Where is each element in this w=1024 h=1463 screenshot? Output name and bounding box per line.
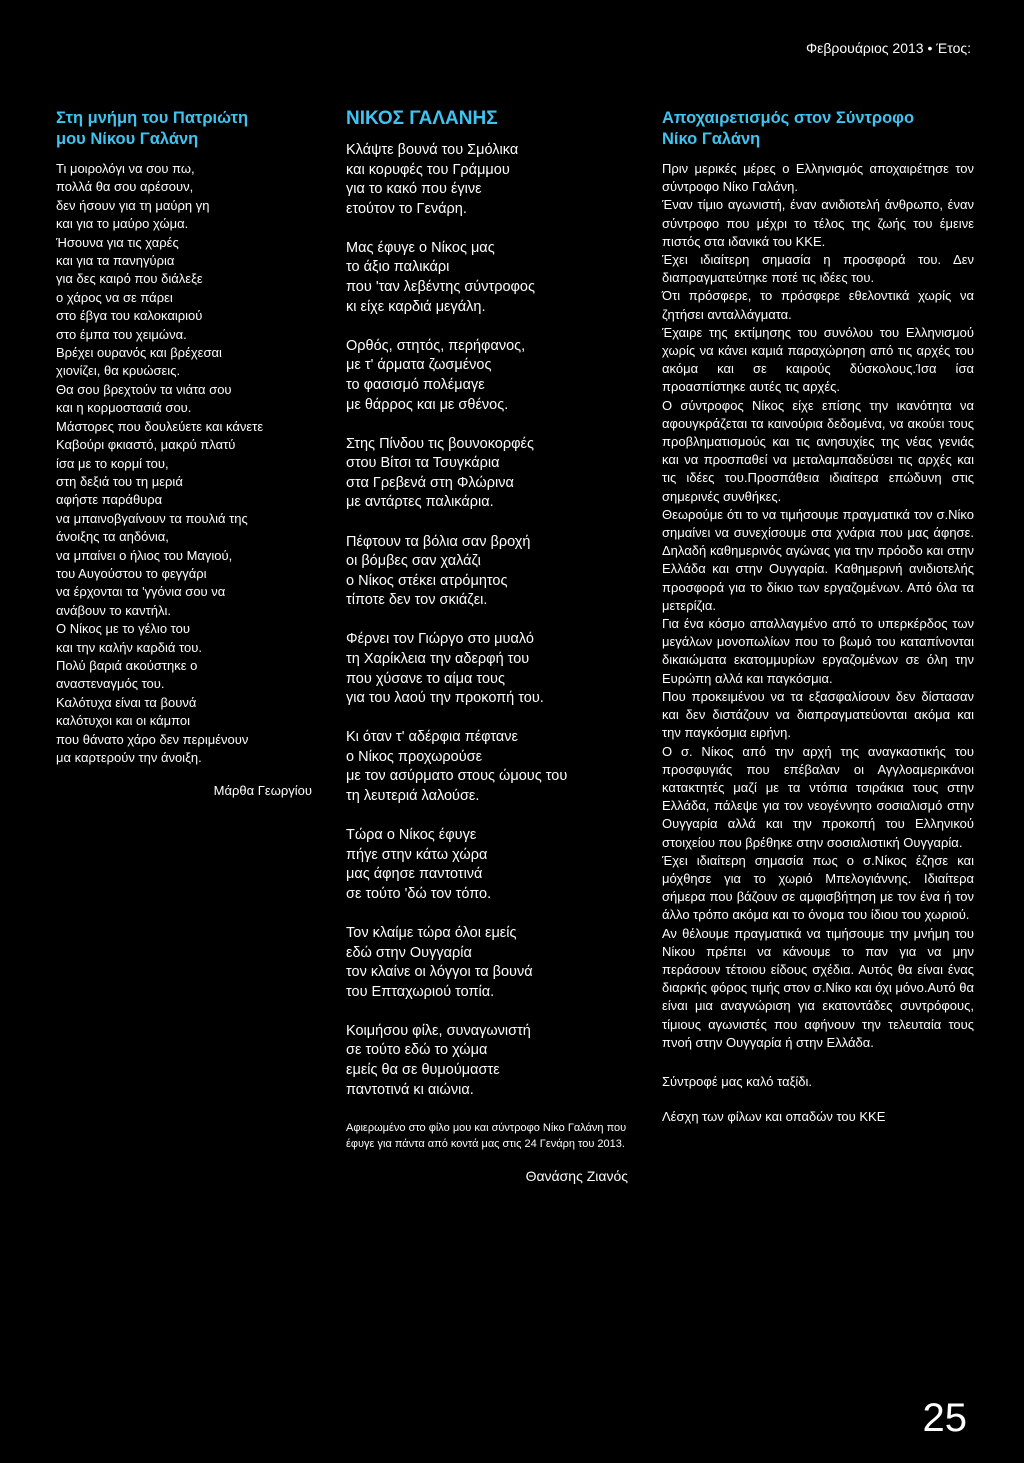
poem-line: Φέρνει τον Γιώργο στο μυαλό [346,631,534,648]
poem-line: μας άφησε παντοτινά [346,866,483,883]
poem-line: Κοιμήσου φίλε, συναγωνιστή [346,1022,531,1039]
farewell-article-column [662,108,974,1124]
poem-line: για δες καιρό που διάλεξε [56,271,203,287]
poem-line: Ο Νίκος με το γέλιο του [56,621,190,637]
dedication-note: Αφιερωμένο στο φίλο μου και σύντροφο Νίκο Γαλάνη που έφυγε για πάντα από κοντά μας στις 24 Γενάρη του 2013. [346,1121,627,1150]
poem-line: ο Νίκος στέκει ατρόμητος [346,572,508,589]
poem-line: πήγε στην κάτω χώρα [346,846,488,863]
article-paragraph: Θεωρούμε ότι το να τιμήσουμε πραγματικά τον σ.Νίκο σημαίνει να συνεχίσουμε στα χνάρια που μας άφησε. Δηλαδή καθημερινός αγώνας για την πρόοδο και στην Ελλάδα και στην Ουγγαρία. Καθημερινή ανιδιοτελής προσφορά για το δίκιο των εργαζομένων. Από όλα τα μετερίζια. [662,506,974,613]
memorial-poem-column [56,108,312,798]
poem-line: μα καρτερούν την άνοιξη. [56,750,202,765]
poem-stanza [346,924,628,1002]
poem-line: χιονίζει, θα κρυώσεις. [56,363,181,379]
page-number: 25 [922,1396,967,1440]
poem-line: τίποτε δεν τον σκιάζει. [346,592,488,609]
poem-line: παντοτινά κι αιώνια. [346,1081,474,1098]
poem-line: με τον ασύρματο στους ώμους του [346,768,568,785]
page-header: Φεβρουάριος 2013 • Έτος: [805,40,971,56]
poem-line: Ορθός, στητός, περήφανος, [346,337,526,354]
poem-line: καλότυχοι και οι κάμποι [56,713,190,729]
title-line: Νίκο Γαλάνη [662,130,761,148]
poem-stanza [346,337,628,415]
poem-line: Στης Πίνδου τις βουνοκορφές [346,435,534,452]
article-paragraph: Ότι πρόσφερε, το πρόσφερε εθελοντικά χωρίς να ζητήσει ανταλλάγματα. [662,288,974,322]
poem-line: και κορυφές του Γράμμου [346,161,510,178]
poem-line: και για το μαύρο χώμα. [56,216,189,232]
poem-line: Μας έφυγε ο Νίκος μας [346,239,495,256]
poem-line: στα Γρεβενά στη Φλώρινα [346,474,514,491]
poem-line: Τον κλαίμε τώρα όλοι εμείς [346,925,517,941]
poem-line: αναστεναγμός του. [56,676,165,692]
poem-line: Ήσουνα για τις χαρές [56,234,179,250]
poem-line: άνοιξης τα αηδόνια, [56,529,169,545]
poem-line: σε τούτο εδώ το χώμα [346,1042,488,1059]
article-paragraph: Έχαιρε της εκτίμησης του συνόλου του Ελληνισμού χωρίς να κάνει καμιά παραχώρηση από τις αρχές του ακόμα και σε καιρούς δύσκολους.Ίσα ίσα προασπίστηκε αυτές τις αρχές. [662,324,974,395]
galanis-poem-body [346,141,628,1100]
memorial-poem-title [56,108,312,150]
poem-author: Μάρθα Γεωργίου [213,783,312,799]
article-paragraph: Ο σ. Νίκος από την αρχή της αναγκαστικής του προσφυγιάς που επέβαλαν οι Αγγλοαμερικάνοι κατακτητές μαζί με τα ντόπια τσιράκια τους στην Ελλάδα, πάλεψε για τον νεογέννητο σοσιαλισμό στην Ουγγαρία αλλά και την προκοπή του Ελληνικού στοιχείου που βρέθηκε στην σοσιαλιστική Ουγγαρία. [662,743,974,850]
poem-stanza [346,1022,628,1100]
poem-stanza [346,239,628,317]
galanis-poem-column [346,108,628,1184]
poem-line: να μπαινοβγαίνουν τα πουλιά της [56,510,248,526]
poem-line: Τώρα ο Νίκος έφυγε [346,827,477,844]
article-paragraph: Έναν τίμιο αγωνιστή, έναν ανιδιοτελή άνθρωπο, έναν σύντροφο που μέχρι το τέλος της ζωής του έμεινε πιστός στα ιδανικά του ΚΚΕ. [662,197,974,249]
poem-line: οι βόμβες σαν χαλάζι [346,553,481,570]
poem-line: να έρχονται τα 'γγόνια σου να [56,584,226,600]
poem-line: Πέφτουν τα βόλια σαν βροχή [346,533,531,550]
poem-line: εδώ στην Ουγγαρία [346,944,472,961]
poem-line: ετούτον το Γενάρη. [346,200,467,217]
poem-line: του Επταχωριού τοπία. [346,983,495,1000]
title-line: Αποχαιρετισμός στον Σύντροφο [662,109,915,127]
poem-line: εμείς θα σε θυμούμαστε [346,1062,500,1079]
poem-line: το άξιο παλικάρι [346,259,450,276]
poem-line: Κι όταν τ' αδέρφια πέφτανε [346,729,518,746]
poem-line: που χύσανε το αίμα τους [346,670,505,687]
poem-line: αφήστε παράθυρα [56,492,163,508]
poem-line: του Αυγούστου το φεγγάρι [56,565,207,581]
poem-line: και την καλήν καρδιά του. [56,639,202,655]
poem-line: Μάστορες που δουλεύετε και κάνετε [56,418,264,434]
poem-stanza [346,435,628,513]
farewell-article-body [662,160,974,1052]
poem-line: κι είχε καρδιά μεγάλη. [346,298,486,315]
poem-line: ο Νίκος προχωρούσε [346,748,483,765]
poem-stanza [346,630,628,708]
poem-line: ίσα με το κορμί του, [56,455,169,471]
poem-line: στο έμπα του χειμώνα. [56,326,187,342]
article-paragraph: Πριν μερικές μέρες ο Ελληνισμός αποχαιρέτησε τον σύντροφο Νίκο Γαλάνη. [662,161,974,195]
closing-line: Σύντροφέ μας καλό ταξίδι. [662,1073,813,1089]
poem-line: Καβούρι φκιαστό, μακρύ πλατύ [56,437,236,453]
poem-line: Κλάψτε βουνά του Σμόλικα [346,142,519,158]
farewell-article-title [662,108,974,150]
poem-line: τον κλαίνε οι λόγγοι τα βουνά [346,964,533,981]
article-paragraph: Αν θέλουμε πραγματικά να τιμήσουμε την μνήμη του Νίκου πρέπει να κάνουμε το παν για να μην περάσουν τέτοιου είδους σχέδια. Αυτός θα είναι ένας διαρκής φόρος τιμής στον σ.Νίκο και όχι μόνο.Αυτό θα είναι μια αναγνώριση για εκατοντάδες συντρόφους, τίμιους αγωνιστές που αφήνουν την τελευταία τους πνοή στην Ουγγαρία ή στην Ελλάδα. [662,925,974,1050]
poem-line: τη Χαρίκλεια την αδερφή του [346,650,530,667]
poem-line: ανάβουν το καντήλι. [56,602,171,618]
poem-stanza [346,141,628,219]
galanis-poem-title: ΝΙΚΟΣ ΓΑΛΑΝΗΣ [346,108,498,129]
poem-line: τη λευτεριά λαλούσε. [346,788,480,805]
poem-line: πολλά θα σου αρέσουν, [56,179,194,195]
poem-line: που θάνατο χάρο δεν περιμένουν [56,731,249,747]
poem-line: στη δεξιά του τη μεριά [56,473,183,489]
article-paragraph: Για ένα κόσμο απαλλαγμένο από το υπερκέρδος των μεγάλων μονοπωλίων που το βωμό του καταπίνονται δικαιώματα εκατομμυρίων εργαζομένων σε όλη την Ευρώπη αλλά και παγκόσμια. [662,616,974,686]
poem-line: Βρέχει ουρανός και βρέχεσαι [56,345,222,361]
title-line: Στη μνήμη του Πατριώτη [56,109,249,127]
poem-line: στου Βίτσι τα Τσυγκάρια [346,455,500,472]
article-paragraph: Έχει ιδιαίτερη σημασία πως ο σ.Νίκος έζησε και μόχθησε για το χωριό Μπελογιάννης. Ιδιαίτερα σήμερα που βάζουν σε αμφισβήτηση με τον ένα ή τον άλλο τρόπο ακόμα και το όνομα του ίδιου του χωριού. [662,852,974,923]
poem-line: Τι μοιρολόγι να σου πω, [56,161,195,176]
poem-line: ο χάρος να σε πάρει [56,289,173,305]
article-paragraph: Ο σύντροφος Νίκος είχε επίσης την ικανότητα να αφουγκράζεται τα καινούρια δεδομένα, να ακούει τους προβληματισμούς και τις ανησυχίες της νέας γενιάς και να προσπαθεί να μεταλαμπαδεύσει τις αρχές και τις ιδέες του.Προσπάθεια ιδιαίτερα επώδυνη στις σημερινές συνθήκες. [662,397,974,504]
poem-author: Θανάσης Ζιανός [525,1167,628,1184]
poem-line: για το κακό που έγινε [346,181,482,198]
poem-line: το φασισμό πολέμαγε [346,376,485,393]
article-signature: Λέσχη των φίλων και οπαδών του ΚΚΕ [662,1108,886,1124]
poem-line: που 'ταν λεβέντης σύντροφος [346,279,535,296]
poem-line: δεν ήσουν για τη μαύρη γη [56,197,210,213]
poem-line: Καλότυχα είναι τα βουνά [56,694,197,710]
poem-line: να μπαίνει ο ήλιος του Μαγιού, [56,547,233,563]
poem-line: με τ' άρματα ζωσμένος [346,357,492,374]
article-paragraph: Έχει ιδιαίτερη σημασία η προσφορά του. Δεν διαπραγματεύτηκε ποτέ τις ιδέες του. [662,252,974,286]
memorial-poem-body [56,160,312,767]
poem-line: και για τα πανηγύρια [56,253,175,269]
poem-line: στο έβγα του καλοκαιριού [56,308,203,324]
poem-line: με θάρρος και με σθένος. [346,396,509,413]
poem-line: με αντάρτες παλικάρια. [346,494,494,511]
poem-line: Πολύ βαριά ακούστηκε ο [56,657,198,673]
poem-stanza [346,728,628,806]
poem-line: για του λαού την προκοπή του. [346,690,544,707]
poem-line: Θα σου βρεχτούν τα νιάτα σου [56,381,232,397]
title-line: μου Νίκου Γαλάνη [56,130,199,148]
poem-stanza [346,826,628,904]
article-paragraph: Που προκειμένου να τα εξασφαλίσουν δεν δίστασαν και δεν διστάζουν να διαπραγματεύονται ακόμα και την παγκόσμια ειρήνη. [662,688,974,741]
poem-line: σε τούτο 'δώ τον τόπο. [346,885,492,902]
poem-stanza [346,533,628,611]
poem-line: και η κορμοστασιά σου. [56,400,192,416]
